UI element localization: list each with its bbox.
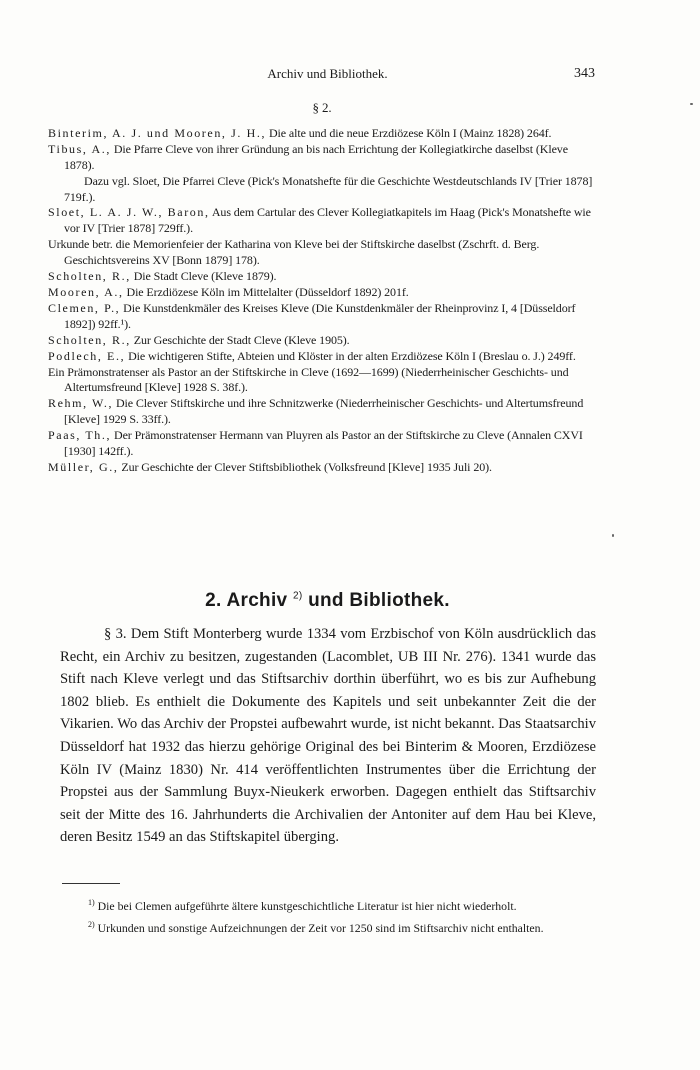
footnote bbox=[60, 895, 596, 914]
bibliography-entry bbox=[48, 285, 596, 301]
footnote-rule bbox=[62, 883, 120, 884]
bibliography-entry bbox=[48, 460, 596, 476]
bibliography-entry bbox=[48, 126, 596, 142]
entry-text: Urkunde betr. die Memorienfeier der Katharina von Kleve bei der Stiftskirche daselbst (Zschrft. d. Berg. Geschichtsvereins XV [Bonn 1879] 178). bbox=[48, 237, 540, 268]
entry-text: Dazu vgl. Sloet, Die Pfarrei Cleve (Pick's Monatshefte für die Geschichte Westdeutschlands IV [Trier 1878] 719f.). bbox=[64, 173, 593, 204]
margin-speck bbox=[612, 534, 614, 537]
entry-author: Rehm, W., bbox=[48, 396, 114, 411]
footnotes bbox=[60, 895, 596, 939]
bibliography-entry bbox=[48, 142, 596, 174]
body-paragraph: § 3. Dem Stift Monterberg wurde 1334 vom Erzbischof von Köln ausdrücklich das Recht, ein Archiv zu besitzen, zugestanden (Lacomblet, UB III Nr. 276). 1341 wurde das Stift nach Kleve verlegt und das Stiftsarchiv dorthin überführt, wo es bis zur Aufhebung 1802 blieb. Es enthielt die Dokumente des Kapitels und seit unbekannter Zeit die der Vikarien. Wo das Archiv der Propstei aufbewahrt wurde, ist nicht bekannt. Das Staatsarchiv Düsseldorf hat 1932 das hierzu gehörige Original des bei Binterim & Mooren, Erzdiözese Köln IV (Mainz 1830) Nr. 414 veröffentlichten Instrumentes über die Errichtung der Propstei aus der Sammlung Buyx-Nieukerk erworben. Dagegen enthielt das Stiftsarchiv seit der Mitte des 16. Jahrhunderts die Archivalien der Antoniter auf dem Hau bei Kleve, deren Besitz 1549 an das Stiftskapitel überging. bbox=[60, 626, 596, 846]
footnote-text: Die bei Clemen aufgeführte ältere kunstgeschichtliche Literatur ist hier nicht wiederholt. bbox=[94, 898, 517, 913]
running-title: Archiv und Bibliothek. bbox=[267, 66, 388, 81]
body-text bbox=[60, 623, 596, 849]
entry-text: Zur Geschichte der Clever Stiftsbibliothek (Volksfreund [Kleve] 1935 Juli 20). bbox=[118, 459, 492, 474]
entry-author: Sloet, L. A. J. W., Baron, bbox=[48, 205, 210, 220]
bibliography-section bbox=[48, 100, 596, 476]
entry-author: Tibus, A., bbox=[48, 141, 111, 156]
bibliography-entry bbox=[48, 301, 596, 333]
entry-text: Die alte und die neue Erzdiözese Köln I (Mainz 1828) 264f. bbox=[266, 125, 552, 140]
page-header bbox=[60, 66, 595, 82]
bibliography-entry bbox=[48, 174, 596, 206]
bibliography-list bbox=[48, 126, 596, 476]
entry-author: Podlech, E., bbox=[48, 348, 126, 363]
bibliography-entry bbox=[48, 349, 596, 365]
bibliography-entry bbox=[48, 396, 596, 428]
section-heading bbox=[60, 590, 595, 612]
heading-text: 2. Archiv bbox=[205, 590, 288, 611]
entry-text: Die Pfarre Cleve von ihrer Gründung an bis nach Errichtung der Kollegiatkirche daselbst (Kleve 1878). bbox=[64, 141, 568, 172]
entry-author: Paas, Th., bbox=[48, 428, 112, 443]
bibliography-entry bbox=[48, 237, 596, 269]
entry-text: Die Stadt Cleve (Kleve 1879). bbox=[130, 269, 277, 284]
page-number: 343 bbox=[574, 66, 595, 81]
entry-author: Scholten, R., bbox=[48, 269, 131, 284]
entry-text: Die Clever Stiftskirche und ihre Schnitzwerke (Niederrheinischer Geschichts- und Altertumsfreund [Kleve] 1929 S. 33ff.). bbox=[64, 396, 584, 427]
entry-text: Die Erzdiözese Köln im Mittelalter (Düsseldorf 1892) 201f. bbox=[123, 284, 409, 299]
bibliography-entry bbox=[48, 269, 596, 285]
entry-author: Binterim, A. J. und Mooren, J. H., bbox=[48, 125, 267, 140]
section-mark: § 2. bbox=[312, 100, 332, 115]
footnote-mark: 1) bbox=[88, 898, 95, 907]
bibliography-entry bbox=[48, 365, 596, 397]
heading-footnote-ref: 2) bbox=[293, 590, 303, 602]
footnote-text: Urkunden und sonstige Aufzeichnungen der Zeit vor 1250 sind im Stiftsarchiv nicht enthalten. bbox=[94, 921, 544, 936]
entry-text: Die wichtigeren Stifte, Abteien und Klöster in der alten Erzdiözese Köln I (Breslau o. J.) 249ff. bbox=[125, 348, 576, 363]
bibliography-entry bbox=[48, 205, 596, 237]
bibliography-entry bbox=[48, 333, 596, 349]
margin-speck bbox=[690, 103, 693, 105]
entry-author: Scholten, R., bbox=[48, 332, 131, 347]
entry-text: Ein Prämonstratenser als Pastor an der Stiftskirche in Cleve (1692—1699) (Niederrheinischer Geschichts- und Altertumsfreund [Kleve] 1928 S. 38f.). bbox=[48, 364, 569, 395]
entry-author: Clemen, P., bbox=[48, 300, 121, 315]
entry-author: Mooren, A., bbox=[48, 284, 124, 299]
bibliography-entry bbox=[48, 428, 596, 460]
entry-text: Die Kunstdenkmäler des Kreises Kleve (Die Kunstdenkmäler der Rheinprovinz I, 4 [Düsseldorf 1892]) 92ff.¹). bbox=[64, 300, 576, 331]
entry-text: Zur Geschichte der Stadt Cleve (Kleve 1905). bbox=[130, 332, 350, 347]
entry-text: Der Prämonstratenser Hermann van Pluyren als Pastor an der Stiftskirche zu Cleve (Annalen CXVI [1930] 142ff.). bbox=[64, 428, 583, 459]
footnote-mark: 2) bbox=[88, 920, 95, 930]
entry-text: Aus dem Cartular des Clever Kollegiatkapitels im Haag (Pick's Monatshefte wie vor IV [Trier 1878] 729ff.). bbox=[64, 205, 591, 236]
entry-author: Müller, G., bbox=[48, 459, 119, 474]
footnote bbox=[60, 917, 596, 936]
heading-text-after: und Bibliothek. bbox=[308, 590, 450, 611]
